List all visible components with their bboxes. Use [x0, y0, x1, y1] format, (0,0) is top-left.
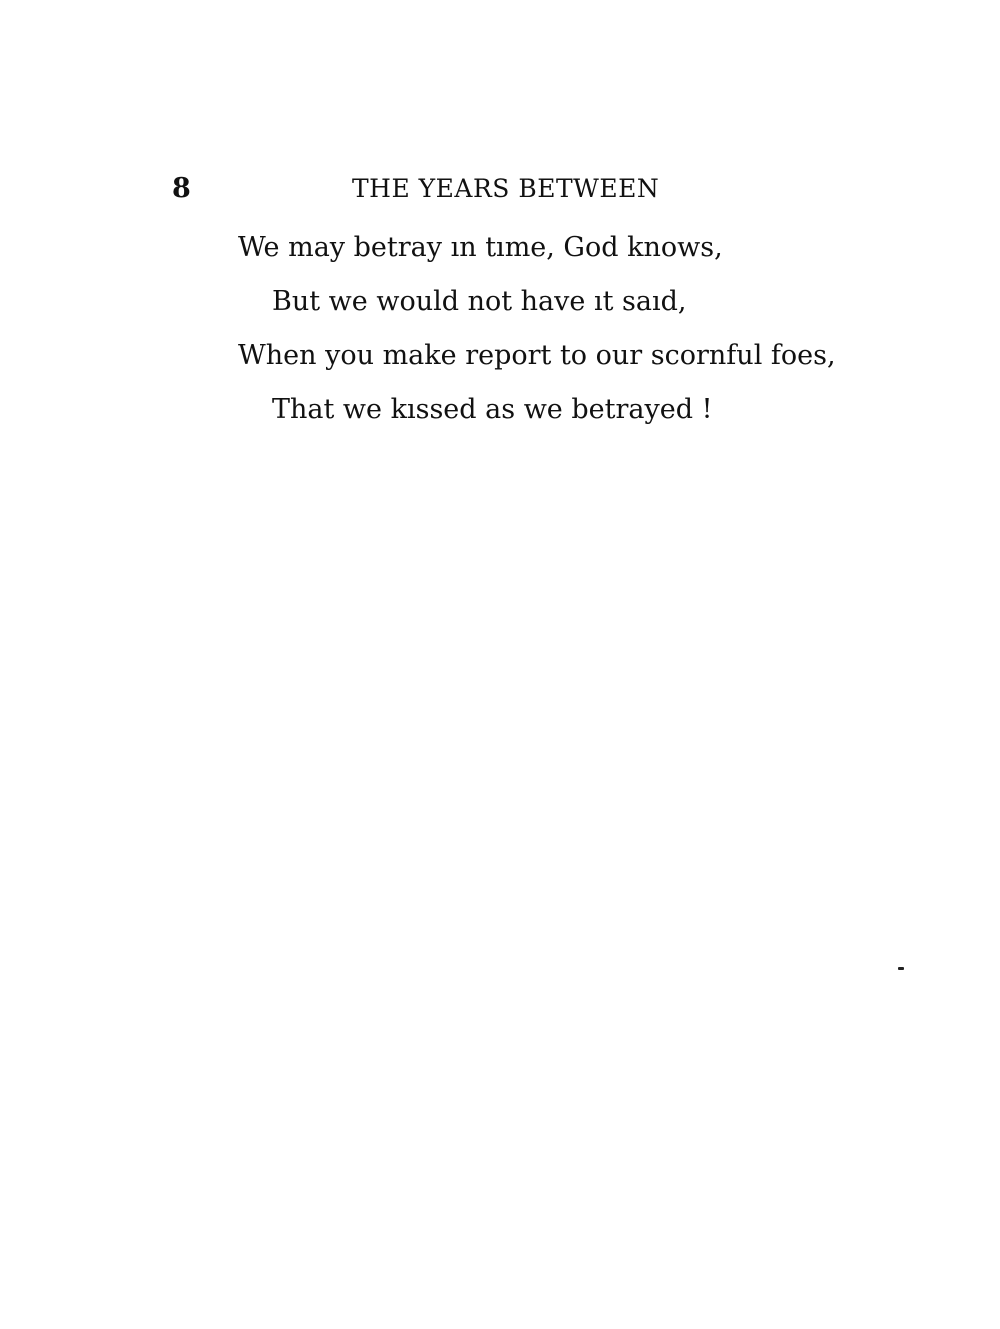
ink-speck	[898, 967, 904, 970]
running-title: THE YEARS BETWEEN	[352, 174, 660, 203]
verse-line: But we would not have ıt saıd,	[272, 286, 687, 317]
verse-line: We may betray ın tıme, God knows,	[238, 232, 723, 263]
page-number: 8	[172, 173, 191, 204]
verse-line: When you make report to our scornful foes,	[238, 340, 836, 371]
verse-line: That we kıssed as we betrayed !	[272, 394, 713, 425]
